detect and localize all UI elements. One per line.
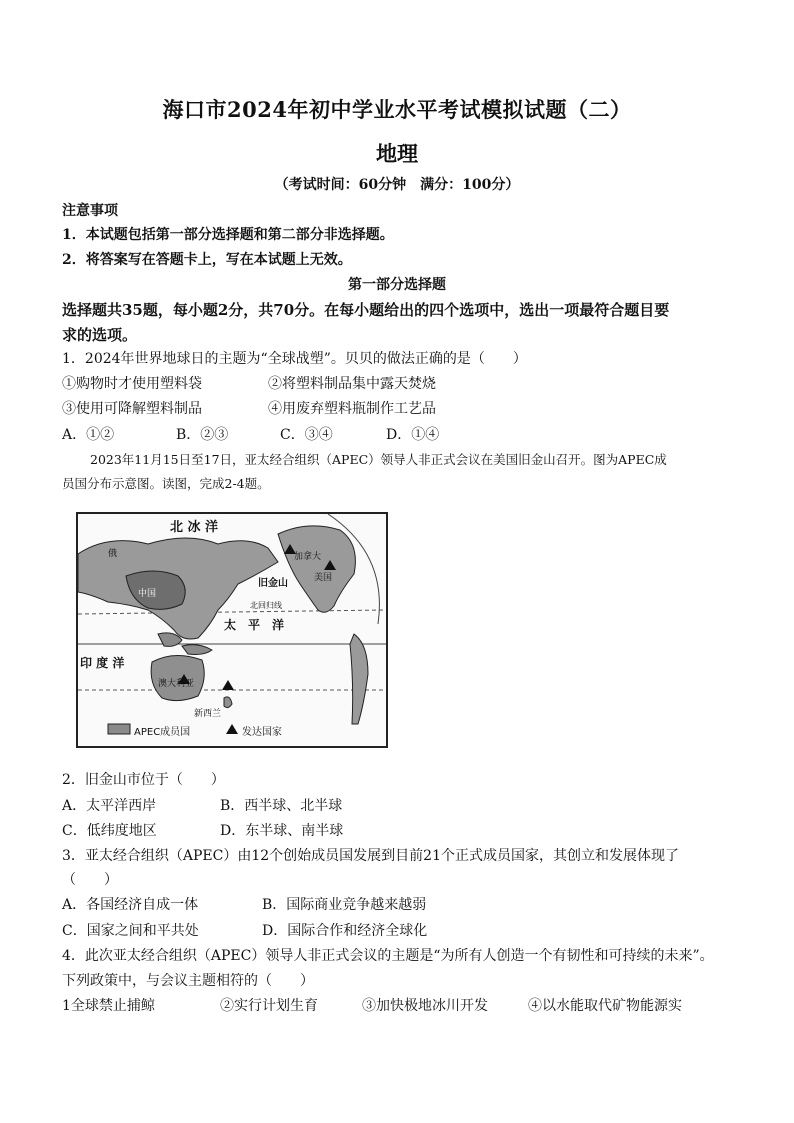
q4-item-4: ④以水能取代矿物能源实 — [528, 998, 682, 1014]
q1-option-a: A．①② — [62, 427, 115, 443]
q2-option-a: A．太平洋西岸 — [62, 798, 157, 814]
label-australia: 澳大利亚 — [158, 679, 195, 689]
q2-option-d: D．东半球、南半球 — [220, 823, 344, 839]
material-line-1: 2023年11月15日至17日，亚太经合组织（APEC）领导人非正式会议在美国旧金山召开。图为APEC成 — [90, 452, 667, 467]
label-russia: 俄 — [108, 549, 118, 559]
exam-info: （考试时间：60分钟 满分：100分） — [274, 177, 520, 193]
q2-option-c: C．低纬度地区 — [62, 823, 157, 839]
label-canada: 加拿大 — [294, 552, 322, 562]
q3-option-b: B．国际商业竞争越来越弱 — [262, 897, 427, 913]
material-line-2: 员国分布示意图。读图，完成2-4题。 — [62, 476, 270, 491]
q1-option-b: B．②③ — [176, 427, 229, 443]
label-arctic-ocean: 北 冰 洋 — [170, 520, 219, 535]
q1-item-1: ①购物时才使用塑料袋 — [62, 376, 202, 392]
q4-stem-line2: 下列政策中，与会议主题相符的（ ） — [62, 973, 314, 989]
apec-map — [76, 512, 388, 748]
q1-item-4: ④用废弃塑料瓶制作工艺品 — [268, 401, 436, 417]
label-indian-ocean: 印 度 洋 — [80, 656, 125, 670]
q4-item-1: 1全球禁止捕鲸 — [62, 998, 155, 1014]
q1-option-c: C．③④ — [280, 427, 333, 443]
q3-stem-paren: （ ） — [62, 872, 118, 888]
part1-heading: 第一部分选择题 — [348, 277, 446, 293]
q1-item-2: ②将塑料制品集中露天焚烧 — [268, 376, 436, 392]
part1-intro-line2: 求的选项。 — [62, 326, 138, 344]
q3-option-c: C．国家之间和平共处 — [62, 923, 199, 939]
q1-item-3: ③使用可降解塑料制品 — [62, 401, 202, 417]
q4-item-3: ③加快极地冰川开发 — [362, 998, 488, 1014]
q2-stem: 2．旧金山市位于（ ） — [62, 772, 225, 788]
label-pacific-ocean: 太 平 洋 — [224, 618, 285, 632]
paper-title: 海口市2024年初中学业水平考试模拟试题（二） — [162, 97, 632, 122]
legend-member-label: APEC成员国 — [134, 727, 191, 738]
label-san-francisco: 旧金山 — [258, 578, 288, 589]
q3-option-d: D．国际合作和经济全球化 — [262, 923, 428, 939]
note-item-1: 1．本试题包括第一部分选择题和第二部分非选择题。 — [62, 227, 394, 243]
q4-item-2: ②实行计划生育 — [220, 998, 318, 1014]
label-new-zealand: 新西兰 — [194, 709, 222, 719]
note-item-2: 2．将答案写在答题卡上，写在本试题上无效。 — [62, 252, 352, 268]
q2-option-b: B．西半球、北半球 — [220, 798, 343, 814]
q3-option-a: A．各国经济自成一体 — [62, 897, 199, 913]
label-usa: 美国 — [314, 573, 333, 583]
notes-heading: 注意事项 — [62, 203, 118, 219]
label-china: 中国 — [138, 589, 157, 599]
label-tropic: 北回归线 — [250, 601, 282, 610]
subject-title: 地理 — [376, 141, 418, 166]
legend-developed-label: 发达国家 — [242, 727, 282, 738]
q1-option-d: D．①④ — [386, 427, 440, 443]
q1-stem: 1．2024年世界地球日的主题为“全球战塑”。贝贝的做法正确的是（ ） — [62, 351, 527, 367]
q4-stem: 4．此次亚太经合组织（APEC）领导人非正式会议的主题是“为所有人创造一个有韧性和可持续的未来”。 — [62, 948, 714, 964]
q3-stem: 3．亚太经合组织（APEC）由12个创始成员国发展到目前21个正式成员国家，其创立和发展体现了 — [62, 848, 679, 864]
part1-intro-line1: 选择题共35题，每小题2分，共70分。在每小题给出的四个选项中，选出一项最符合题目要 — [62, 301, 670, 319]
